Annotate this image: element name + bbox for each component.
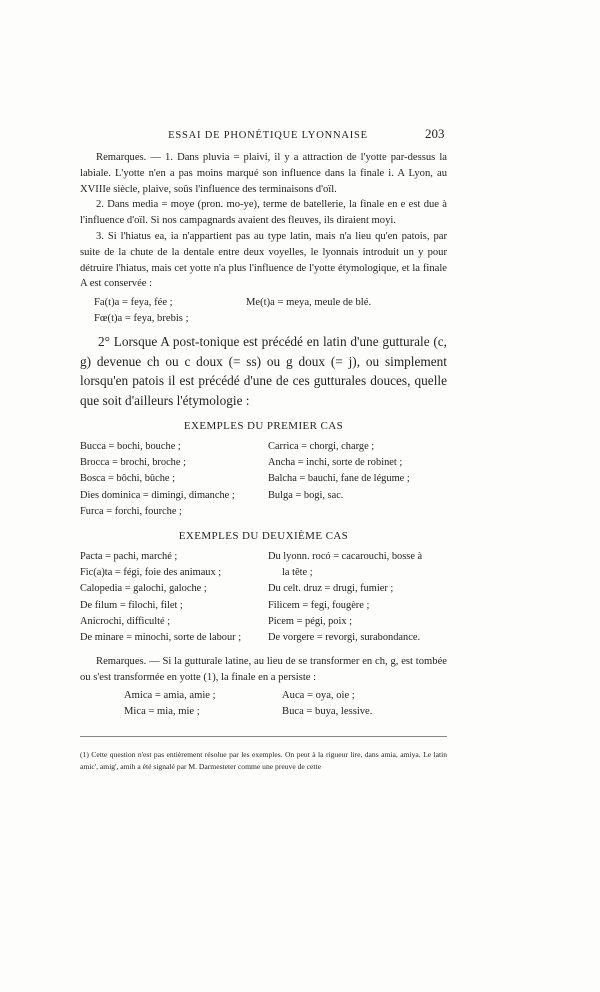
running-title: ESSAI DE PHONÉTIQUE LYONNAISE — [168, 130, 368, 141]
example-entry: Furca = forchi, fourche ; — [80, 505, 182, 517]
remarques-bottom-block — [80, 654, 447, 686]
example-entry: De vorgere = revorgi, surabondance. — [268, 631, 421, 643]
hiatus-examples — [94, 297, 371, 329]
example-entry: Bulga = bogi, sac. — [268, 489, 344, 501]
remarque-3: 3. Si l'hiatus ea, ia n'appartient pas au type latin, mais n'a lieu qu'en patois, par suite de la chute de la dentale entre deux voyelles, le lyonnais introduit un y pour détruire l'hiatus, mais cet yotte n'a plus l'influence de l'yotte étymologique, et la finale A est conservée : — [80, 230, 447, 290]
example-entry: De minare = minochi, sorte de labour ; — [80, 631, 242, 643]
example-entry: Ancha = inchi, sorte de robinet ; — [268, 457, 403, 469]
section-title-premier-cas: EXEMPLES DU PREMIER CAS — [183, 420, 344, 432]
deuxieme-cas-examples — [80, 551, 422, 648]
example-entry: Calopedia = galochi, galoche ; — [80, 583, 207, 595]
hiatus-example: Fœ(t)a = feya, brebis ; — [94, 313, 189, 324]
example-entry: Bosca = bôchi, bûche ; — [80, 473, 176, 485]
example-entry: Filicem = fegi, fougère ; — [268, 599, 370, 611]
final-example: Auca = oya, oie ; — [282, 690, 355, 701]
hiatus-example: Fa(t)a = feya, fée ; — [94, 297, 173, 308]
example-entry: Anicrochi, difficulté ; — [80, 615, 171, 627]
final-example: Amica = amia, amie ; — [124, 690, 216, 701]
page-number: 203 — [425, 126, 445, 141]
example-entry: Balcha = bauchi, fane de légume ; — [268, 473, 410, 485]
remarque-2: 2. Dans media = moye (pron. mo-ye), terme de batellerie, la finale en e est due à l'influence d'oïl. Si nos campagnards avaient des fleuves, ils diraient moyi. — [80, 199, 447, 227]
final-example: Buca = buya, lessive. — [282, 706, 373, 717]
example-entry: Dies dominica = dimingi, dimanche ; — [80, 489, 235, 501]
remarques-top — [80, 150, 447, 292]
footnote-rule — [80, 736, 447, 737]
example-entry: De filum = filochi, filet ; — [80, 599, 183, 611]
example-entry: Carrica = chorgi, charge ; — [268, 441, 375, 452]
final-examples — [124, 690, 372, 722]
hiatus-example: Me(t)a = meya, meule de blé. — [246, 297, 372, 308]
remarques-bottom: Remarques. — Si la gutturale latine, au lieu de se transformer en ch, g, est tombée ou s'est transformée en yotte (1), la finale en a persiste : — [80, 656, 447, 683]
section-title-deuxieme-cas: EXEMPLES DU DEUXIÈME CAS — [178, 530, 349, 542]
footnote: (1) Cette question n'est pas entièrement résolue par les exemples. On peut à la rigueur lire, dans amia, amiya. Le latin amic', amig', amih a été signalé par M. Darmesteter comme une preuve de cette — [80, 750, 447, 771]
final-example: Mica = mia, mie ; — [124, 706, 200, 717]
example-entry: Picem = pégi, poix ; — [268, 615, 353, 627]
example-entry: Pacta = pachi, marché ; — [80, 551, 178, 562]
remarque-1: Remarques. — 1. Dans pluvia = plaivi, il y a attraction de l'yotte par-dessus la labiale. L'yotte n'en a pas moins marqué son influence dans la finale i. A Lyon, au XVIIIe siècle, plaive, soûs l'influence des terminaisons d'oïl. — [80, 152, 447, 195]
running-header — [78, 130, 458, 141]
example-entry: Du lyonn. rocó = cacarouchi, bosse à — [268, 551, 423, 562]
example-entry: Fic(a)ta = fégi, foie des animaux ; — [80, 567, 222, 579]
premier-cas-examples — [80, 441, 410, 522]
example-entry: Bucca = bochi, bouche ; — [80, 441, 181, 452]
main-paragraph: 2° Lorsque A post-tonique est précédé en latin d'une gutturale (c, g) devenue ch ou c doux (= ss) ou g doux (= j), ou simplement lorsqu'en patois il est précédé d'une de ces gutturales douces, quelle que soit d'ailleurs l'étymologie : — [80, 334, 447, 408]
example-entry: Du celt. druz = drugi, fumier ; — [268, 583, 394, 595]
example-entry: la tête ; — [282, 567, 313, 579]
example-entry: Brocca = brochi, broche ; — [80, 457, 186, 469]
